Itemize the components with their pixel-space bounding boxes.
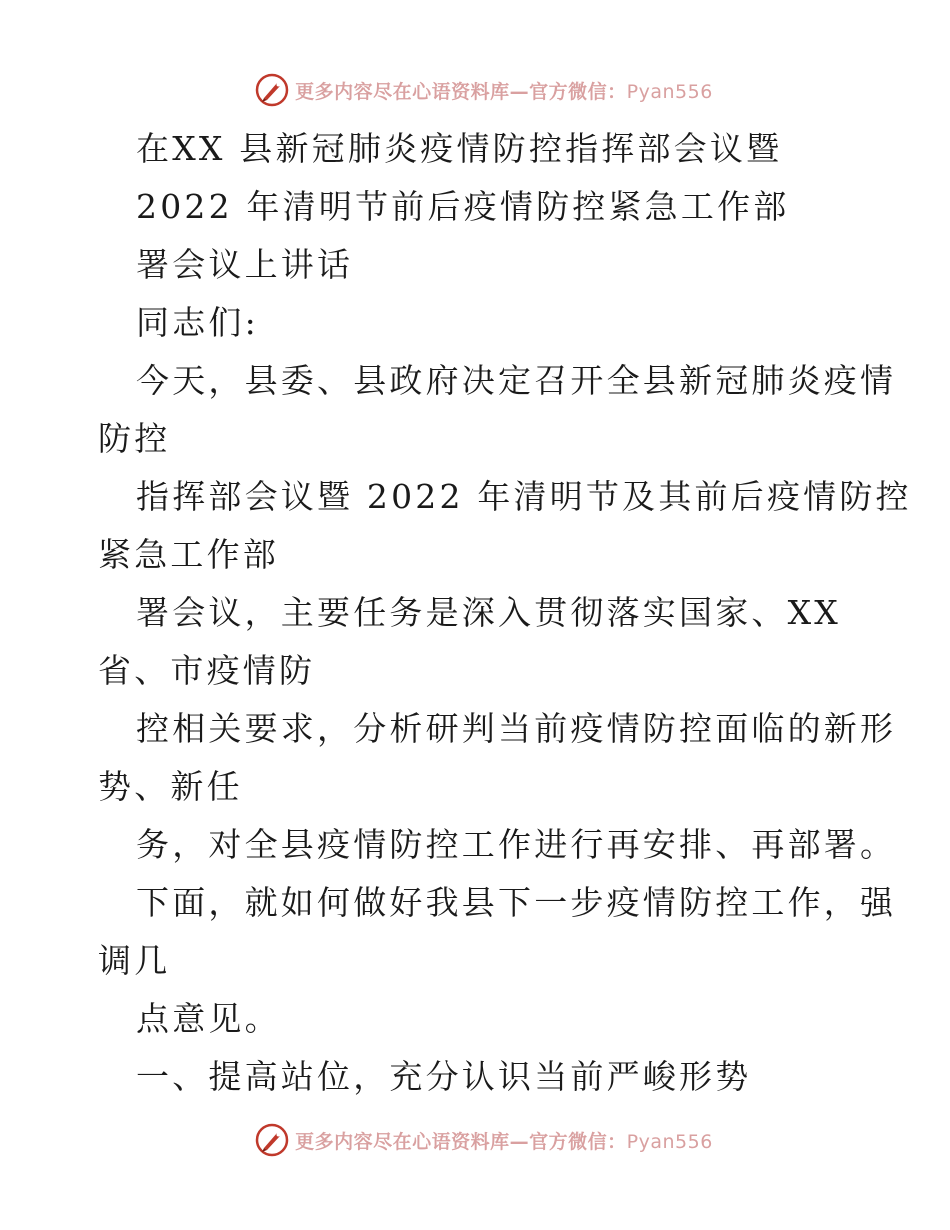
pen-logo-icon [255, 1123, 289, 1157]
paragraph-line: 署会议，主要任务是深入贯彻落实国家、XX [136, 593, 841, 632]
paragraph-line: 调几 [98, 941, 171, 980]
section-heading: 一、提高站位，充分认识当前严峻形势 [136, 1057, 752, 1096]
paragraph-line: 点意见。 [136, 999, 281, 1038]
paragraph-line: 下面，就如何做好我县下一步疫情防控工作，强 [136, 883, 897, 922]
footer-watermark [0, 1120, 950, 1160]
title-line-1: 在XX 县新冠肺炎疫情防控指挥部会议暨 [136, 129, 783, 168]
watermark-text: 更多内容尽在心语资料库—官方微信： [295, 80, 627, 103]
document-body [98, 120, 912, 1106]
paragraph-line: 紧急工作部 [98, 535, 279, 574]
paragraph-line: 防控 [98, 419, 171, 458]
paragraph-line: 势、新任 [98, 767, 243, 806]
paragraph-line: 务，对全县疫情防控工作进行再安排、再部署。 [136, 825, 897, 864]
paragraph-line: 今天，县委、县政府决定召开全县新冠肺炎疫情 [136, 361, 897, 400]
pen-logo-icon [255, 73, 289, 107]
paragraph-line: 省、市疫情防 [98, 651, 316, 690]
paragraph-line: 控相关要求，分析研判当前疫情防控面临的新形 [136, 709, 897, 748]
watermark-wechat-id: Pyan556 [626, 80, 713, 103]
title-line-3: 署会议上讲话 [136, 245, 354, 284]
salutation: 同志们: [136, 303, 259, 342]
watermark-wechat-id: Pyan556 [626, 1130, 713, 1153]
header-watermark [0, 70, 950, 110]
watermark-text: 更多内容尽在心语资料库—官方微信： [295, 1130, 627, 1153]
paragraph-line: 指挥部会议暨 2022 年清明节及其前后疫情防控 [136, 477, 912, 516]
title-line-2: 2022 年清明节前后疫情防控紧急工作部 [136, 187, 790, 226]
